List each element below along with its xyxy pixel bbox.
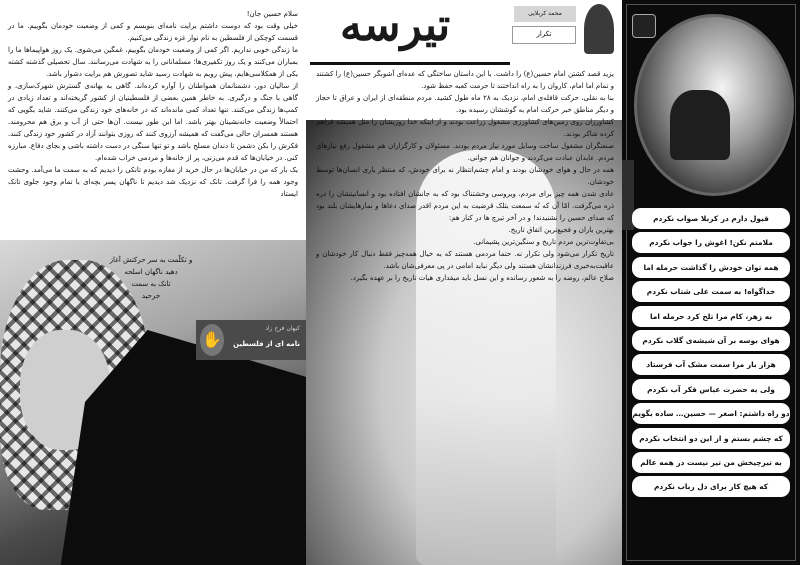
article-paragraph: صلاح عالم، روضه را به شعور رسانده و این نسل باید میقداری هیات تاریخ را بر عهده بگیرد. (350, 274, 614, 282)
poem-verse: به زهر، کام مرا تلخ کرد حرمله اما (632, 306, 790, 327)
poem-verses (632, 208, 790, 501)
poem-verse: که هیچ کار برای دل رباب نکردم (632, 476, 790, 497)
badge-title: نامه ای از فلسطین (233, 340, 300, 348)
poem-verse: قبول دارم در کربلا صواب نکردم (632, 208, 790, 229)
middle-panel (306, 0, 622, 565)
article-paragraph: تاریخ تکرار می‌شود ولی تکرار نه. حتما مردمی هستند که به خیال همه‌چیز فقط دنبال کار خودشان و عاقبت‌به‌خیری فرزندانشان هستند ولی دیگر نباید امامی در پی معرفی‌شان باشد. (316, 250, 614, 270)
poem-verse: که چشم بستم و از این دو انتخاب نکردم (632, 428, 790, 449)
article-paragraph: بهترین یاران و فجیع‌ترین اتفاق تاریخ. (508, 226, 614, 234)
letter-text (8, 8, 298, 200)
section-label: تکرار (512, 26, 576, 44)
article-paragraph: همه در حال و هوای خودشان بودند و امام چشم‌انتظار نه برای خودش، که منتظر یاری انسان‌ها توسط خودشان. (316, 166, 614, 186)
logo-text: تیرسه (340, 0, 451, 51)
seal-icon (632, 14, 656, 38)
calligraphy-logo (310, 0, 510, 65)
author-label: محمد کربلایی (514, 6, 576, 22)
article-paragraph: بنا به نقلی، حرکت قافله‌ی امام، نزدیک به ۲۸ ماه طول کشید. مردم منطقه‌ای از ایران و عراق تا حجاز و دیگر مناطق خبر حرکت امام به گوششان رسیده بود. (316, 94, 614, 114)
article-paragraph: عادی شدن همه چیز برای مردم، ویروسی وحشتناک بود که به جانشان افتاده بود و انسانیتشان را ذره ذره می‌گرفت. امّا آن که نُه سمعت بتلک قرضیت به این مردم اقدر صدای دعاها و نمازهایشان بلند بود که صدای حسین را نشنیدند! و در آخر تیرچ ها در کنار هم: (316, 190, 614, 222)
section-badge (196, 320, 306, 360)
poem-verse: دو راه داشتم: اصغر — حسین… ساده بگویم (632, 403, 790, 424)
article-paragraph: بی‌تفاوت‌ترین مردم تاریخ و سنگین‌ترین پشیمانی. (473, 238, 614, 246)
poem-verse: ملامتم نکن! اغوش را جواب نکردم (632, 232, 790, 253)
emblem-icon (584, 4, 614, 54)
article-paragraph: یزید قصد کشتن امام حسین(ع) را داشت. با این داستان ساختگی که عده‌ای آشوبگر حسین(ع) را کشتند و تمام اما امام، کاروان را به راه انداختند تا حرمت کعبه حفظ شود. (316, 70, 614, 90)
poem-verse: به تیرچیخش من تیر نیست در همه عالم (632, 452, 790, 473)
hand-icon: ✋ (200, 324, 224, 356)
article-paragraph: کشاورزان روی زمین‌های کشاورزی مشغول زراعت بودند و از اینکه خدا روزیشان را مثل همیشه فراهم کرده شاکر بودند. (316, 118, 614, 138)
letter-paragraph: سلام حسین جان! (246, 10, 298, 18)
article-text (316, 68, 614, 284)
rider-silhouette (670, 90, 730, 160)
letter-poem (76, 254, 226, 302)
poem-verse: همه توان خودش را گذاشت حرمله اما (632, 257, 790, 278)
poem-line: و تکلّمت به سر حرکتش آغاز (109, 256, 193, 264)
letter-paragraph: یک بار که من در خیابان‌ها در حال خرید از مغازه بودم تانکی را دیدیم که به سمت ما می‌آمد. وحشت وجود همه را فرا گرفت. تانک که نزدیک شد دیدیم تا ناگهان پسر بچه‌ای با تمام وجود جلوی تانک ایستاد (8, 166, 298, 198)
poem-line: دهید ناگهان اسلحه (124, 268, 178, 276)
right-panel (622, 0, 800, 565)
poem-verse: هوای بوسه بر آن شیشه‌ی گلاب نکردم (632, 330, 790, 351)
poem-verse: ولی به حضرت عباس فکر آب نکردم (632, 379, 790, 400)
poem-line: تانک به سمت (131, 280, 171, 288)
badge-author: کیهان فرخ زاد (265, 325, 300, 332)
left-panel (0, 0, 306, 565)
poem-verse: هزار بار مرا سمت مشک آب فرستاد (632, 354, 790, 375)
letter-paragraph: از سالیان دور، دشمنانمان همواطنان را آواره کرده‌اند. گاهی به بهانه‌ی گسترش شهرک‌سازی، و گاهی با جنگ و درگیری. به خاطر همین بعضی از فلسطینیان از کشور گریخته‌اند و تعداد زیادی در کمپ‌ها زندگی می‌کنند. تنها تعداد کمی مانده‌اند که در خانه‌های خود زندگی می‌کنند. شاید بگویی که احتمالاً وضعیت خانه‌نشینان بهتر باشد. اما این طور نیست. آن‌ها حتی از آب و برق هم محرومند. هستند همسران حالی می‌گفت که همیشه آرزوی کنند که روزی بتوانند آزاد در کشور خود زندگی کنند. فکرش را بکن دشمن تا دندان مسلح باشد و تو تنها سنگی در دست داشته باشی و بجای دفاع. مبارزه کنی. در خیابان‌ها که قدم می‌زنی، پر از خانه‌ها و مردمی خراب شده‌ام. (8, 82, 298, 162)
poem-line: جرحید (141, 292, 161, 300)
letter-paragraph: خیلی وقت بود که دوست داشتم برایت نامه‌ای بنویسم و کمی از وضعیت خودمان بگوییم. ما در قسمت کوچکی از فلسطین به نام نوار غزه زندگی می‌کنیم. (8, 22, 298, 42)
poem-verse: خداگواه! به سمت علی شتاب نکردم (632, 281, 790, 302)
letter-paragraph: ما زندگی خوبی نداریم. اگر کمی از وضعیت خودمان بگوییم، غمگین می‌شوی. یک روز هواپیماها ما را بمباران می‌کنند و یک روز تکفیری‌ها؛ مسلمانانی را به شهادت می‌رسانند. سال تحصیلی گذشته کشته یکی از همکلاسی‌هایم، پیش رویم به شهادت رسید شاید تصورش هم برایت دشوار باشد. (8, 46, 298, 78)
article-paragraph: صنعتگران مشغول ساخت وسایل مورد نیاز مردم بودند. مسئولان و کارگزاران هم مشغول رفع نیازهای مردم. عابدان عبادت می‌کردند و جوانان هم جوانی. (316, 142, 614, 162)
